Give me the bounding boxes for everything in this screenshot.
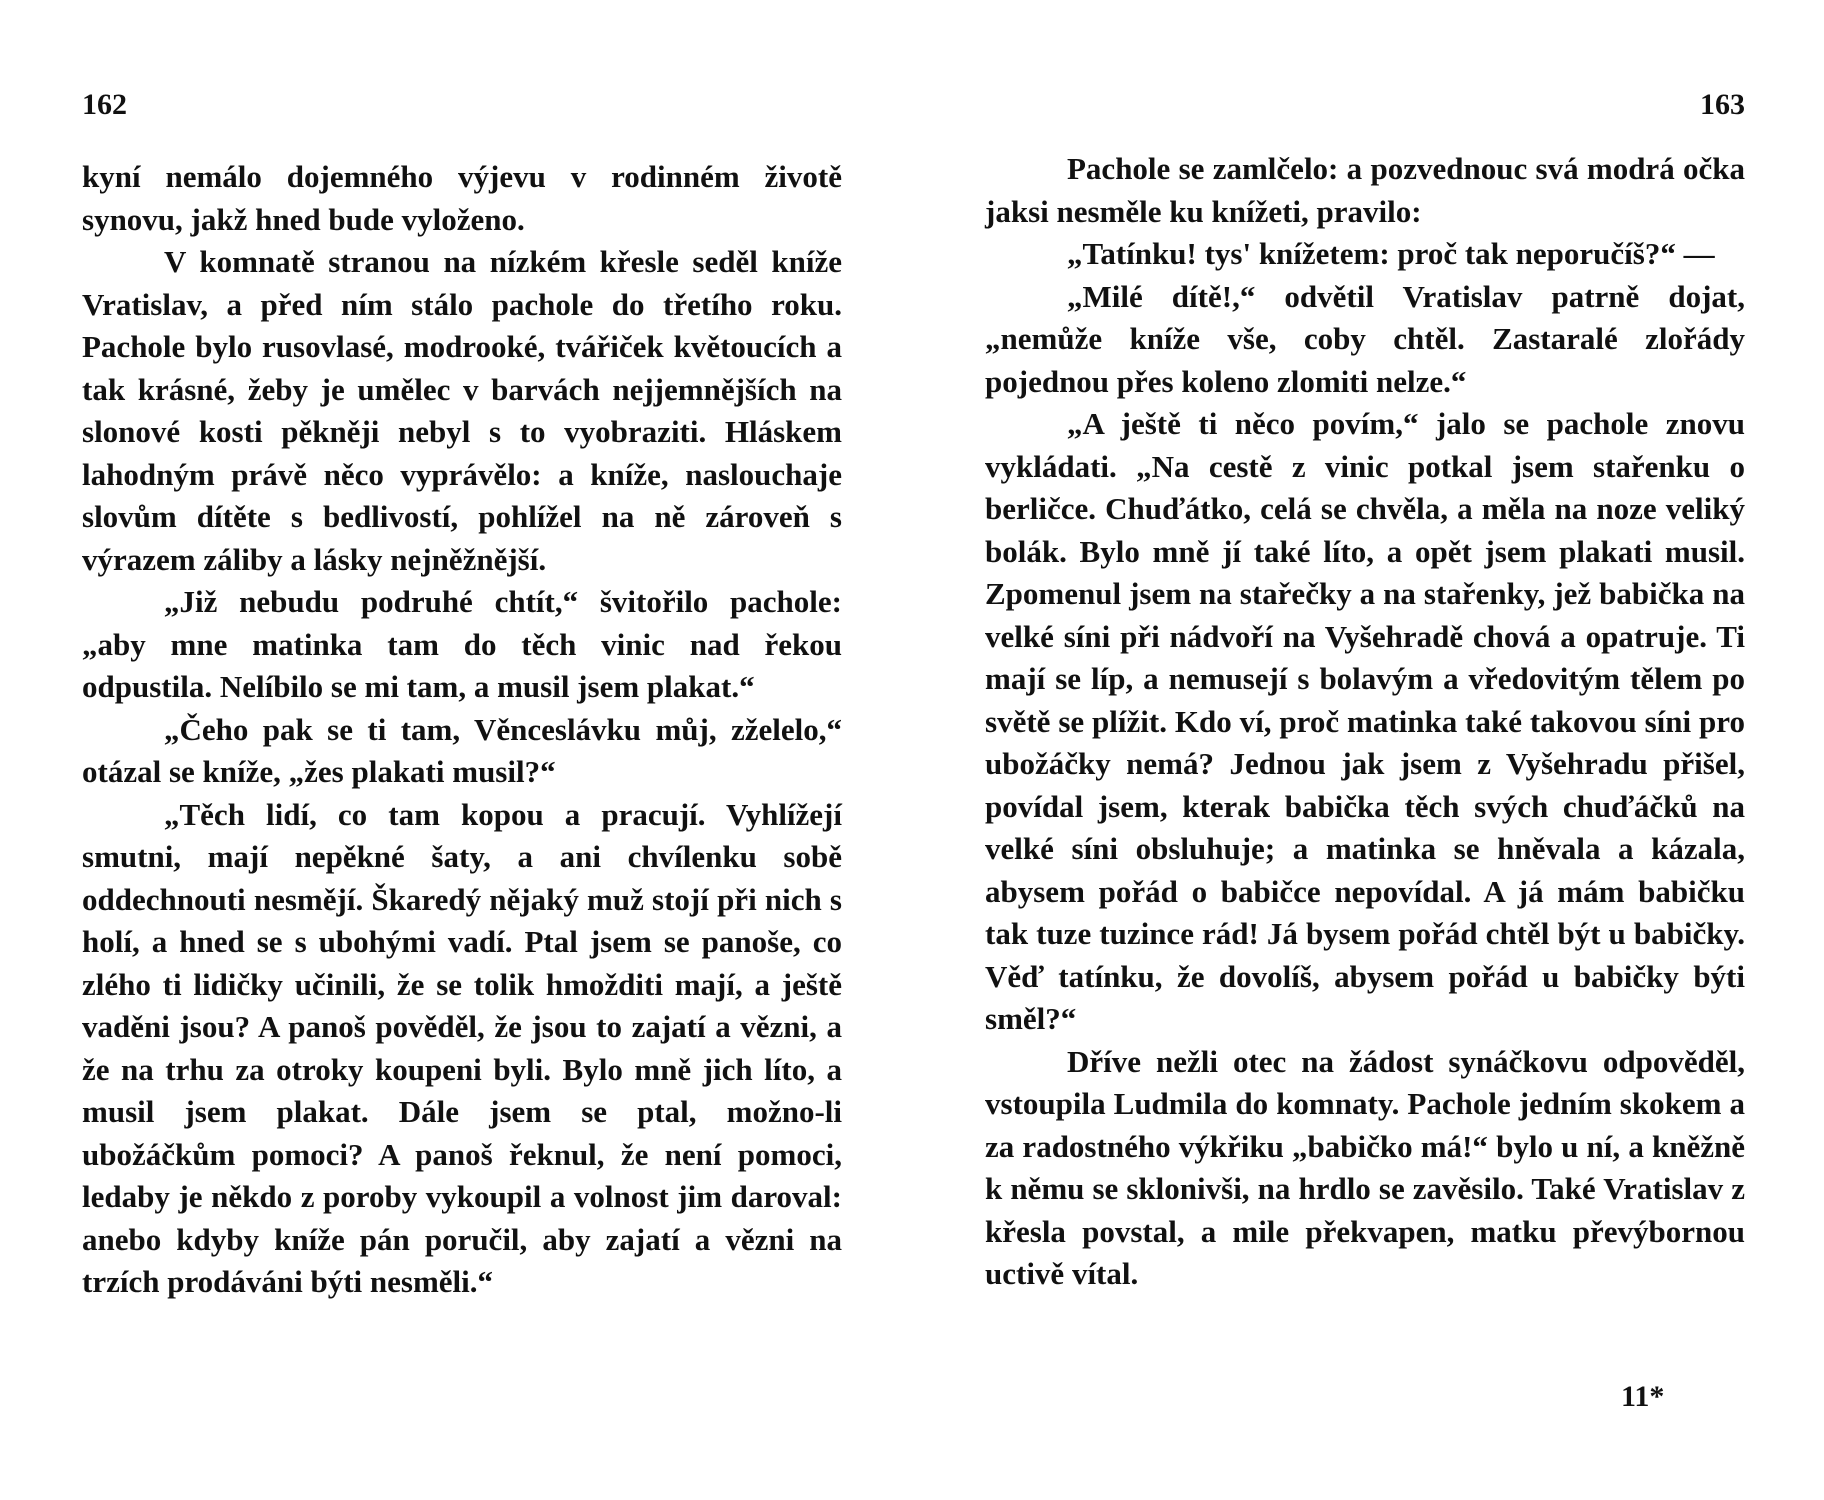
page-number-left: 162 — [82, 88, 127, 121]
paragraph: „Milé dítě!,“ odvětil Vratislav patrně dojat, „nemůže kníže vše, coby chtěl. Zastaralé zlořády pojednou přes koleno zlomiti nelze.“ — [985, 278, 1745, 399]
paragraph: V komnatě stranou na nízkém křesle seděl kníže Vratislav, a před ním stálo pachole do třetího roku. Pachole bylo rusovlasé, modrooké, tvářiček květoucích a tak krásné, žeby je umělec v barvách nejjemnějších na slonové kosti pěkněji nebyl s to vyobraziti. Hláskem lahodným právě něco vyprávělo: a kníže, naslouchaje slovům dítěte s bedlivostí, pohlížel na ně zároveň s výrazem záliby a lásky nejněžnější. — [82, 244, 842, 577]
paragraph: kyní nemálo dojemného výjevu v rodinném životě synovu, jakž hned bude vyloženo. — [82, 159, 842, 237]
paragraph: „A ještě ti něco povím,“ jalo se pachole znovu vykládati. „Na cestě z vinic potkal jsem stařenku o berličce. Chuďátko, celá se chvěla, a měla na noze veliký bolák. Bylo mně jí také líto, a opět jsem plakati musil. Zpomenul jsem na stařečky a na stařenky, jež babička na velké síni při nádvoří na Vyšehradě chová a opatruje. Ti mají se líp, a nemusejí s bolavým a vředovitým tělem po světě se plížit. Kdo ví, proč matinka také takovou síni pro ubožáčky nemá? Jednou jak jsem z Vyšehradu přišel, povídal jsem, kterak babička těch svých chuďáčků na velké síni obsluhuje; a matinka se hněvala a kázala, abysem pořád o babičce nepovídal. A já mám babičku tak tuze tuzince rád! Já bysem pořád chtěl být u babičky. Věď tatínku, že dovolíš, abysem pořád u babičky býti směl?“ — [985, 406, 1745, 1036]
paragraph: „Tatínku! tys' knížetem: proč tak neporučíš?“ — — [1067, 236, 1715, 271]
right-page-text — [985, 148, 1745, 1296]
left-page-text — [82, 156, 842, 1304]
paragraph: Pachole se zamlčelo: a pozvednouc svá modrá očka jaksi nesměle ku knížeti, pravilo: — [985, 151, 1745, 229]
paragraph: „Čeho pak se ti tam, Věnceslávku můj, zželelo,“ otázal se kníže, „žes plakati musil?“ — [82, 711, 842, 789]
page-number-right: 163 — [1700, 88, 1745, 121]
left-page — [82, 0, 842, 1500]
paragraph: „Těch lidí, co tam kopou a pracují. Vyhlížejí smutni, mají nepěkné šaty, a ani chvílenku sobě oddechnouti nesmějí. Škaredý nějaký muž stojí při nich s holí, a hned se s ubohými vadí. Ptal jsem se panoše, co zlého ti lidičky učinili, že se tolik hmožditi mají, a ještě vaděni jsou? A panoš pověděl, že jsou to zajatí a vězni, a že na trhu za otroky koupeni byli. Bylo mně jich líto, a musil jsem plakat. Dále jsem se ptal, možno-li ubožáčkům pomoci? A panoš řeknul, že není pomoci, ledaby je někdo z poroby vykoupil a volnost jim daroval: anebo kdyby kníže pán poručil, aby zajatí a vězni na trzích prodáváni býti nesměli.“ — [82, 796, 842, 1299]
paragraph: „Již nebudu podruhé chtít,“ švitořilo pachole: „aby mne matinka tam do těch vinic nad řekou odpustila. Nelíbilo se mi tam, a musil jsem plakat.“ — [82, 584, 842, 704]
paragraph: Dříve nežli otec na žádost synáčkovu odpověděl, vstoupila Ludmila do komnaty. Pachole jedním skokem a za radostného výkřiku „babičko má!“ bylo u ní, a kněžně k němu se sklonivši, na hrdlo se zavěsilo. Také Vratislav z křesla povstal, a mile překvapen, matku převýbornou uctivě vítal. — [985, 1043, 1745, 1291]
right-page — [985, 0, 1745, 1500]
signature-mark: 11* — [1621, 1380, 1665, 1413]
